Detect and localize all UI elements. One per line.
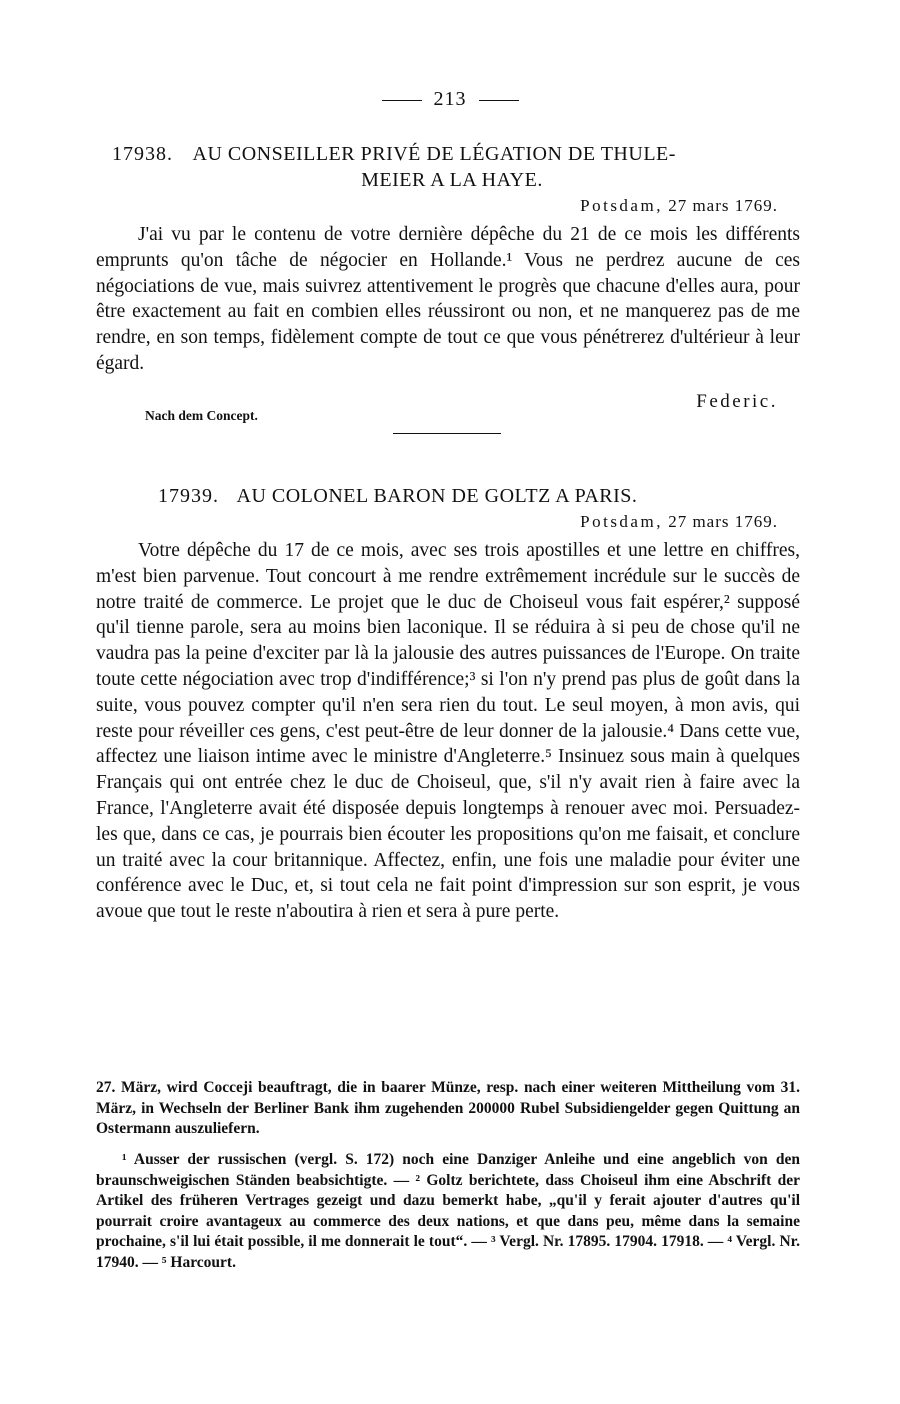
page-number-text: 213 — [433, 88, 467, 110]
letter1-body — [96, 222, 800, 377]
letter2-heading — [158, 483, 838, 509]
letter1-place: Potsdam, — [580, 196, 663, 215]
letter1-body-text: J'ai vu par le contenu de votre dernière dépêche du 21 de ce mois les différents emprunts qu'on tâche de négocier en Hollande.¹ Vous ne perdrez aucune de ces négociations de vue, mais suivrez attentivement le progrès que chacune d'elles aura, pour être exactement au fait en combien elles réussiront ou non, et ne manquerez pas de me rendre, en son temps, fidèlement compte de tout ce que vous pénétrerez d'ultérieur à leur égard. — [96, 224, 800, 374]
letter2-body-text: Votre dépêche du 17 de ce mois, avec ses trois apostilles et une lettre en chiffres, m'est bien parvenue. Tout concourt à me rendre extrêmement incrédule sur le succès de notre traité de commerce. Le projet que le duc de Choiseul vous fait espérer,² supposé qu'il tienne parole, sera au moins bien laconique. Il se réduira à si peu de chose qu'il ne vaudra pas la peine d'exciter par là la jalousie des autres puissances de l'Europe. On traite toute cette négociation avec trop d'indifférence;³ si l'on n'y prend pas plus de goût dans la suite, vous pouvez compter qu'il n'en sera rien du tout. Le seul moyen, à mon avis, qui reste pour réveiller ces gens, c'est peut-être de leur donner de la jalousie.⁴ Dans cette vue, affectez une liaison intime avec le ministre d'Angleterre.⁵ Insinuez sous main à quelques Français qui ont entrée chez le duc de Choiseul, que, s'il n'y avait rien à faire avec la France, l'Angleterre avait été disposée depuis longtemps à renouer avec moi. Persuadez-les que, dans ce cas, je pourrais bien écouter les propositions qu'on me faisait, et conclure un traité avec la cour britannique. Affectez, enfin, une fois une maladie pour éviter une conférence avec le Duc, et, si tout cela ne fait point d'impression sur son esprit, je vous avoue que tout le reste n'aboutira à rien et sera à pure perte. — [96, 540, 800, 923]
letter1-source-note: Nach dem Concept. — [145, 408, 258, 423]
letter1-signature: Federic. — [696, 391, 778, 412]
page-number-dash-right — [479, 100, 519, 101]
page-number — [0, 88, 900, 111]
letter2-number: 17939. — [158, 485, 219, 507]
letter2-title: AU COLONEL BARON DE GOLTZ A PARIS. — [236, 485, 638, 507]
editorial-note-text: 27. März, wird Cocceji beauftragt, die in baarer Münze, resp. nach einer weiteren Mittheilung vom 31. März, in Wechseln der Berliner Bank ihm zugehenden 200000 Rubel Subsidiengelder gegen Quittung an Ostermann auszuliefern. — [96, 1079, 800, 1137]
letter1-title-line1: AU CONSEILLER PRIVÉ DE LÉGATION DE THULE- — [192, 143, 676, 165]
page-number-dash-left — [382, 100, 422, 101]
editorial-note — [96, 1078, 800, 1140]
letter1-dateline — [580, 196, 778, 216]
footnotes-text: ¹ Ausser der russischen (vergl. S. 172) noch eine Danziger Anleihe und eine angeblich von den braunschweigischen Ständen beabsichtigte. — ² Goltz berichtete, dass Choiseul ihm eine Abschrift der Artikel des früheren Vertrages gezeigt und dazu bemerkt habe, „qu'il y ferait ajouter d'autres qu'il pourrait croire avantageux au commerce des deux nations, et que dans peu, même dans la semaine prochaine, s'il lui était possible, il me donnerait le tout“. — ³ Vergl. Nr. 17895. 17904. 17918. — ⁴ Vergl. Nr. 17940. — ⁵ Harcourt. — [96, 1151, 800, 1271]
letter2-body — [96, 538, 800, 925]
letter1-title-line2: MEIER A LA HAYE. — [361, 169, 543, 191]
footnotes — [96, 1150, 800, 1273]
letter2-date: 27 mars 1769. — [668, 512, 778, 531]
letter1-number: 17938. — [112, 143, 173, 165]
letter2-place: Potsdam, — [580, 512, 663, 531]
letter1-date: 27 mars 1769. — [668, 196, 778, 215]
letter2-dateline — [580, 512, 778, 532]
letter1-heading — [112, 141, 792, 193]
section-divider — [393, 433, 501, 434]
